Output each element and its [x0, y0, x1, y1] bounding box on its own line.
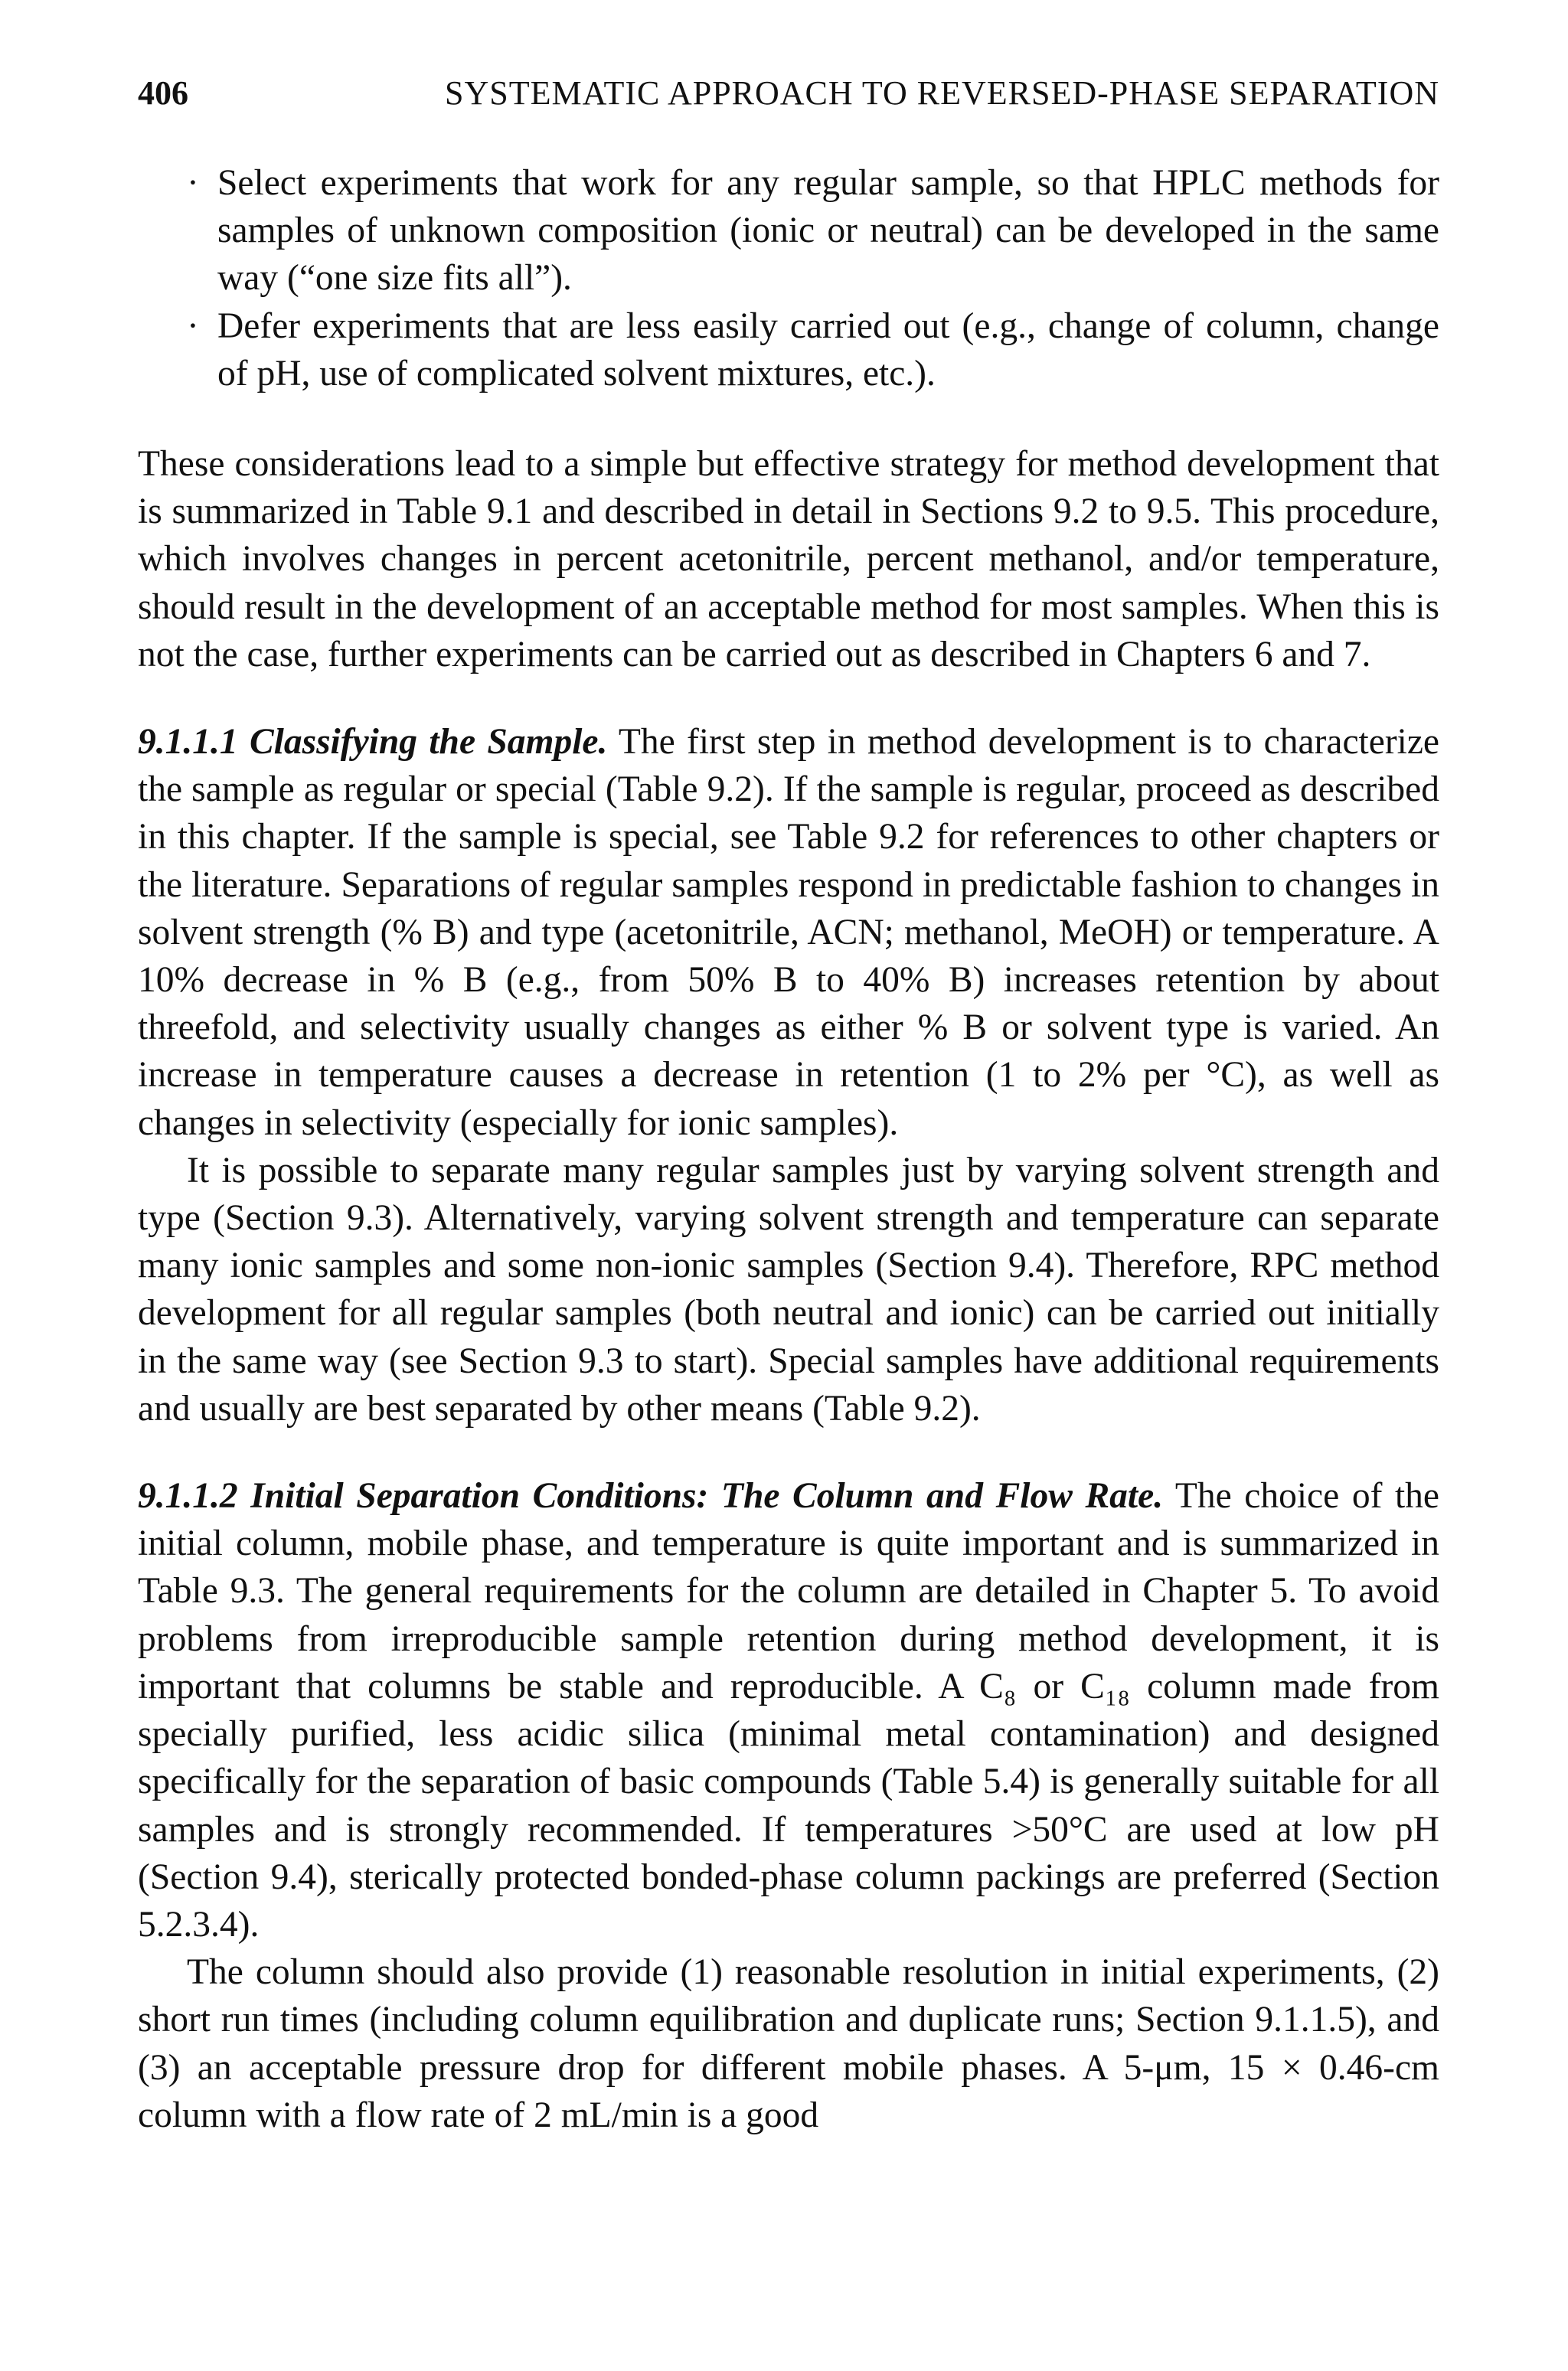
section-classifying-paragraph — [138, 718, 1439, 1147]
page-number: 406 — [138, 74, 188, 112]
intro-paragraph: These considerations lead to a simple but effective strategy for method development that is summarized in Table 9.1 and described in detail in Sections 9.2 to 9.5. This procedure, which involves changes in percent acetonitrile, percent methanol, and/or temperature, should result in the development of an acceptable method for most samples. When this is not the case, further experiments can be carried out as described in Chapters 6 and 7. — [138, 444, 1439, 674]
bullet-item — [187, 302, 1439, 397]
running-head — [138, 70, 1439, 116]
section-number: 9.1.1.2 — [138, 1476, 238, 1517]
section-text: The choice of the initial column, mobile phase, and temperature is quite important and is summarized in Table 9.3. The general requirements for the column are detailed in Chapter 5. To avoid problems from irreproducible sample retention during method development, it is important that columns be stable and reproducible. A C₈ or C₁₈ column made from specially purified, less acidic silica (minimal metal contamination) and designed specifically for the separation of basic compounds (Table 5.4) is generally suitable for all samples and is strongly recommended. If temperatures >50°C are used at low pH (Section 9.4), sterically protected bonded-phase column packings are preferred (Section 5.2.3.4). — [138, 1476, 1440, 1945]
section-title: Classifying the Sample. — [249, 722, 608, 763]
bullet-text: Select experiments that work for any regular sample, so that HPLC methods for samples of unknown composition (ionic or neutral) can be developed in the same way (“one size fits all”). — [217, 163, 1439, 299]
page-body — [138, 159, 1439, 2139]
bullet-mark: · — [187, 305, 199, 346]
section-text: The first step in method development is to characterize the sample as regular or special (Table 9.2). If the sample is regular, proceed as described in this chapter. If the sample is special, see Table 9.2 for references to other chapters or the literature. Separations of regular samples respond in predictable fashion to changes in solvent strength (% B) and type (acetonitrile, ACN; methanol, MeOH) or temperature. A 10% decrease in % B (e.g., from 50% B to 40% B) increases retention by about threefold, and selectivity usually changes as either % B or solvent type is varied. An increase in temperature causes a decrease in retention (1 to 2% per °C), as well as changes in selectivity (especially for ionic samples). — [138, 722, 1440, 1143]
section-number: 9.1.1.1 — [138, 722, 238, 763]
section-initial-conditions-paragraph — [138, 1472, 1439, 1948]
bullet-mark: · — [187, 163, 199, 203]
bullet-list — [187, 159, 1439, 397]
section-title: Initial Separation Conditions: The Column and Flow Rate. — [250, 1476, 1164, 1517]
bullet-text: Defer experiments that are less easily carried out (e.g., change of column, change of pH, use of complicated solvent mixtures, etc.). — [217, 305, 1439, 394]
bullet-item — [187, 159, 1439, 302]
running-title: SYSTEMATIC APPROACH TO REVERSED-PHASE SEPARATION — [445, 74, 1439, 112]
body-paragraph: The column should also provide (1) reasonable resolution in initial experiments, (2) short run times (including column equilibration and duplicate runs; Section 9.1.1.5), and (3) an acceptable pressure drop for different mobile phases. A 5-μm, 15 × 0.46-cm column with a flow rate of 2 mL/min is a good — [138, 1952, 1439, 2135]
body-paragraph: It is possible to separate many regular samples just by varying solvent strength and type (Section 9.3). Alternatively, varying solvent strength and temperature can separate many ionic samples and some non-ionic samples (Section 9.4). Therefore, RPC method development for all regular samples (both neutral and ionic) can be carried out initially in the same way (see Section 9.3 to start). Special samples have additional requirements and usually are best separated by other means (Table 9.2). — [138, 1150, 1439, 1429]
